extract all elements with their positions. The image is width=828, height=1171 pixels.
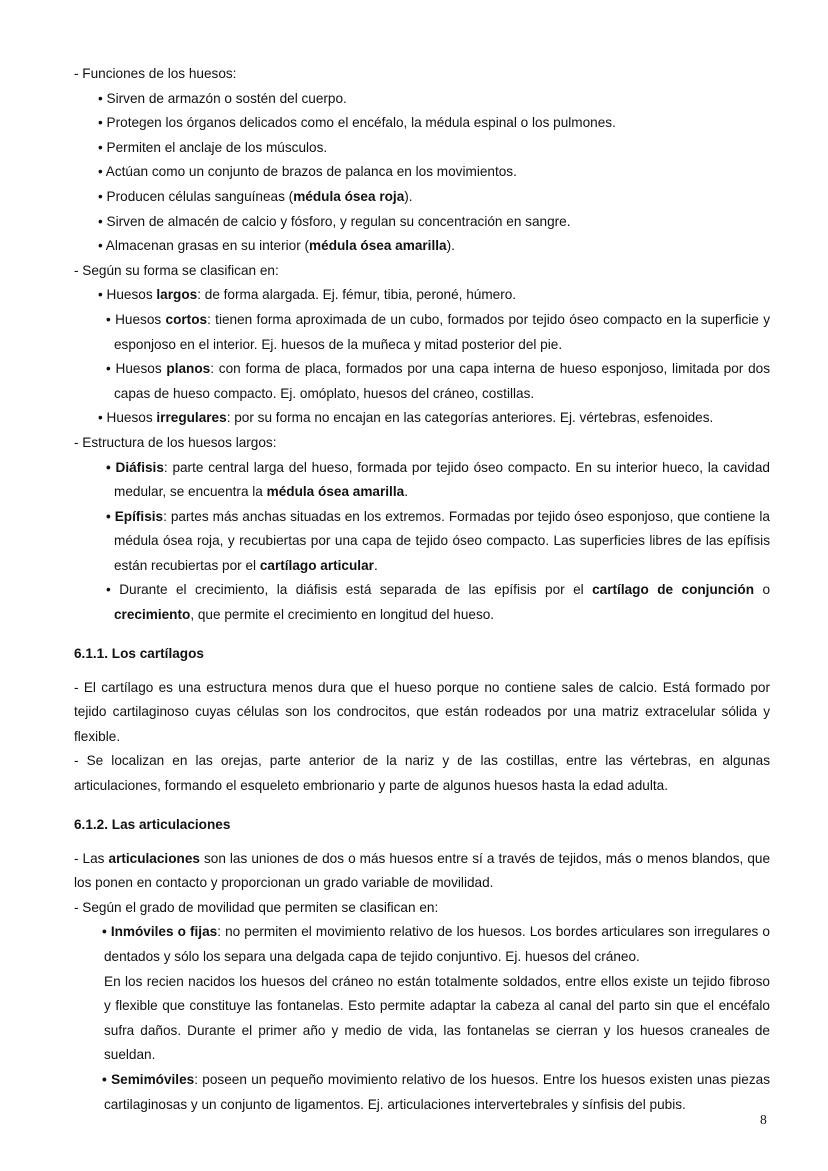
shapes-list bbox=[74, 283, 770, 431]
paragraph: - El cartílago es una estructura menos dura que el hueso porque no contiene sales de calcio. Está formado por tejido cartilaginoso cuyas células son los condrocitos, que están rodeados por una matriz extracelular sólida y flexible. bbox=[74, 679, 770, 744]
list-item: • Sirven de almacén de calcio y fósforo, y regulan su concentración en sangre. bbox=[98, 213, 571, 229]
list-item: • Diáfisis: parte central larga del hueso, formada por tejido óseo compacto. En su interior hueco, la cavidad medular, se encuentra la médula ósea amarilla. bbox=[106, 459, 770, 500]
list-item: • Permiten el anclaje de los músculos. bbox=[98, 139, 328, 155]
list-item: • Huesos planos: con forma de placa, formados por una capa interna de hueso esponjoso, limitada por dos capas de hueso compacto. Ej. omóplato, huesos del cráneo, costillas. bbox=[106, 361, 771, 401]
paragraph: - Según el grado de movilidad que permiten se clasifican en: bbox=[74, 899, 439, 915]
structure-title: - Estructura de los huesos largos: bbox=[74, 434, 277, 450]
list-item: • Huesos cortos: tienen forma aproximada de un cubo, formados por tejido óseo compacto en la superficie y esponjoso en el interior. Ej. huesos de la muñeca y mitad posterior del pie. bbox=[106, 311, 770, 352]
structure-list bbox=[74, 456, 770, 628]
list-item: • Actúan como un conjunto de brazos de palanca en los movimientos. bbox=[98, 164, 517, 180]
paragraph: - Las articulaciones son las uniones de dos o más huesos entre sí a través de tejidos, más o menos blandos, que los ponen en contacto y proporcionan un grado variable de movilidad. bbox=[74, 850, 771, 891]
list-item: • Producen células sanguíneas (médula ósea roja). bbox=[98, 188, 413, 204]
list-item: • Semimóviles: poseen un pequeño movimiento relativo de los huesos. Entre los huesos existen unas piezas cartilaginosas y un conjunto de ligamentos. Ej. articulaciones intervertebrales y sínfisis del pubis. bbox=[102, 1071, 770, 1112]
list-item: • Sirven de armazón o sostén del cuerpo. bbox=[98, 90, 347, 106]
list-item: • Durante el crecimiento, la diáfisis está separada de las epífisis por el cartílago de conjunción o crecimiento, que permite el crecimiento en longitud del hueso. bbox=[106, 582, 771, 623]
list-item: • Almacenan grasas en su interior (médula ósea amarilla). bbox=[98, 238, 455, 254]
functions-title: - Funciones de los huesos: bbox=[74, 66, 237, 81]
document-page bbox=[74, 62, 770, 1117]
functions-list bbox=[74, 87, 770, 259]
list-item: • Protegen los órganos delicados como el encéfalo, la médula espinal o los pulmones. bbox=[98, 115, 616, 131]
section-heading: 6.1.2. Las articulaciones bbox=[74, 816, 231, 832]
list-item: • Inmóviles o fijas: no permiten el movimiento relativo de los huesos. Los bordes articulares son irregulares o dentados y sólo los separa una delgada capa de tejido conjuntivo. Ej. huesos del cráneo. bbox=[102, 924, 770, 964]
list-item: • Epífisis: partes más anchas situadas en los extremos. Formadas por tejido óseo esponjoso, que contiene la médula ósea roja, y recubiertas por una capa de tejido óseo compacto. Las superficies libres de las epífisis están recubiertas por el cartílago articular. bbox=[106, 508, 770, 573]
list-item: • Huesos irregulares: por su forma no encajan en las categorías anteriores. Ej. vértebras, esfenoides. bbox=[98, 410, 714, 426]
page-number: 8 bbox=[760, 1112, 767, 1127]
paragraph: En los recien nacidos los huesos del cráneo no están totalmente soldados, entre ellos existe un tejido fibroso y flexible que constituye las fontanelas. Esto permite adaptar la cabeza al canal del parto sin que el encéfalo sufra daños. Durante el primer año y medio de vida, las fontanelas se cierran y los huesos craneales de sueldan. bbox=[104, 973, 770, 1063]
list-item: • Huesos largos: de forma alargada. Ej. fémur, tibia, peroné, húmero. bbox=[98, 287, 517, 303]
shapes-title: - Según su forma se clasifican en: bbox=[74, 262, 279, 278]
section-heading: 6.1.1. Los cartílagos bbox=[74, 645, 204, 661]
paragraph: - Se localizan en las orejas, parte anterior de la nariz y de las costillas, entre las vértebras, en algunas articulaciones, formando el esqueleto embrionario y parte de algunos huesos hasta la edad adulta. bbox=[74, 753, 770, 794]
